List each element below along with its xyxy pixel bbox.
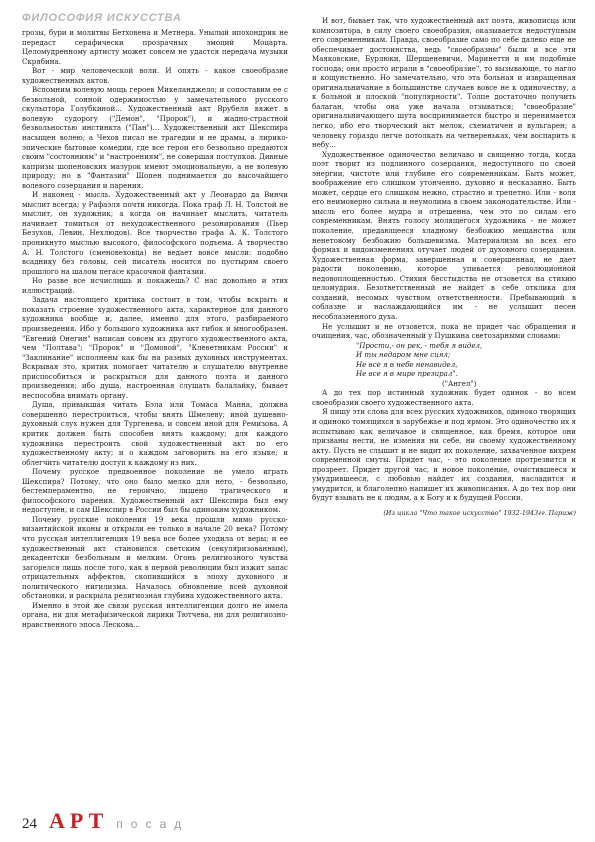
body-paragraph: Почему русское предвоенное поколение не умело играть Шекспира? Потому, что оно было мелко для него, - безвольно, бестемпераментно, не героично, лишено трагического и философского парения. Художественный акт Шекспира был ему недоступен, и сам Шекспир в России был бы одиноким художником. bbox=[22, 467, 288, 515]
magazine-logo: АРТ bbox=[49, 808, 109, 833]
body-paragraph: Вспомним волевую мощь героев Микеланджело; и сопоставим ее с безвольной, сонной одержимостью у замечательного русского скульптора Голубкиной... Художественный акт Врубеля вяжет в волевую судорогу ("Демон", "Пророк"), и жадно-страстной безвольностью инстинкта ("Пан")... Художественный акт Шекспира насыщен волею; а Чехов писал не трагедии и не драмы, а лирико-эпические бытовые комедии, где все герои его безвольно предаются своим "состояниям" и "настроениям", не совершая поступков. Дивные капризы шопеновских мазурок имеют эмоциональную, а не волевую природу; но в "Фантазии" Шопен поднимается до высочайшего волевого созерцания и парения. bbox=[22, 85, 288, 190]
body-paragraph: Именно в этой же связи русская интеллигенция долго не имела органа, ни для метафизической лирики Тютчева, ни для религиозно-нравственного эпоса Лескова... bbox=[22, 600, 288, 629]
body-paragraph: Вот - мир человеческой воли. И опять - какое своеобразие художественных актов. bbox=[22, 66, 288, 85]
body-paragraph: Почему русские поколения 19 века прошли мимо русско-византийской иконы и открыли ее только в начале 20 века? Потому что русская интеллигенция 19 века все более уходила от веры; и ее художественный акт становился светским (секуляризованным), декадентски безбольным и мелким. Огонь религиозного чувства загорелся лишь после того, как в первой революции был изжит запас отрицательных аффектов, скопившийся в эпоху духовного и политического нигилизма. Началось обновление всей духовной обстановки, и раскрыла религиозная глубина художественного акта. bbox=[22, 514, 288, 601]
magazine-logo-subtitle: посад bbox=[116, 817, 190, 831]
poem-line: Не все я в небе ненавидел, bbox=[356, 359, 458, 369]
body-paragraph: Не услышит и не отзовется, пока не придет час обращения и очищения, час, обозначенный у Пушкина светозарными словами: bbox=[312, 321, 576, 341]
poem-quote bbox=[356, 341, 576, 389]
body-paragraph: А до тех пор истинный художник будет одинок - во всем своеобразии своего художественного акта. bbox=[312, 388, 576, 407]
left-column bbox=[22, 28, 288, 629]
section-header: ФИЛОСОФИЯ ИСКУССТВА bbox=[22, 12, 182, 24]
page-number: 24 bbox=[22, 816, 37, 832]
body-paragraph: Я пишу эти слова для всех русских художников, одиноко творящих и одиноко томящихся в зарубежье и под ярмом. Это одиночество их я испытываю как величавое и священное, как бремя, которое они призваны нести, не изменяя ни себе, ни своему художественному акту. Пусть не слышит и не видит их поколение, захваченное вихрем современной смуты. Придет час, - это поколение протрезвится и прозреет. Придет другой час, и новое поколение, очистившееся и умудрившееся, с любовью найдет их создания, насладится и умудрится, и благолепно напишет их живописания. А до тех пор они будут взывать не к людям, а к Богу и к будущей России. bbox=[312, 407, 576, 503]
body-paragraph: Задача настоящего критика состоит в том, чтобы вскрыть и показать строение художественного акта, характерное для данного художника вообще и, далее, именно для этого, разбираемого произведения. Ибо у большого художника акт гибок и многообразен. "Евгений Онегин" написан совсем из другого художественного акта, чем "Полтава"; "Пророк" и "Домовой", "Клеветникам России" и "Заклинание" исполнены как бы на разных духовных инструментах. Вскрывая это, критик помогает читателю и слушателю внутренне приспособиться и раскрыться для данного поэта и данного произведения; ибо душа, настроенная слушать балалайку, бывает неспособна внимать органу. bbox=[22, 295, 288, 400]
poem-line: И ты недаром мне сиял; bbox=[356, 350, 451, 360]
poem-attribution: ("Ангел") bbox=[442, 378, 477, 388]
source-note: (Из цикла "Что такое искусство" 1932-1943гг. Париж) bbox=[383, 508, 576, 517]
body-paragraph: грозы, бури и молитвы Бетховена и Метнера. Унылый ипохондрик не передаст серафически прозрачных эмоций Моцарта. Целомудренному артисту может совсем не удастся передача музыки Скрябина. bbox=[22, 28, 288, 66]
body-paragraph: И вот, бывает так, что художественный акт поэта, живописца или композитора, в силу своего своеобразия, оказывается недоступным его современникам. Правда, своеобразие само по себе далеко еще не обеспечивает достоинства, ведь "своеобразны" были и все эти Маяковские, Бурлюки, Шершеневичи, Маринетти и им подобные господа; они просто играли в "своеобразие", то вызывающе, то нагло и кощунственно. Но замечательно, что эта больная и извращенная оригинальничание в большинстве случаев вовсе не к одиночеству, а к больной и плоской "популярности". Толпе достаточно получить балаган, чтобы она уже начала отзываться; "своеобразие" оригинальничающего шута воспринимается быстро и перенимается легко, ибо его творческий акт мелок, схематичен и вульгарен; а человеку гораздо легче потолкать на четвереньках, чем воспарить к небу... bbox=[312, 16, 576, 150]
body-paragraph: И наконец - мысль. Художественный акт у Леонардо да Винчи мыслит всегда; у Рафаэля почти никогда. Пока граф Л. Н. Толстой не мыслит, он художник; а когда он начинает мыслить, читатель начинает томиться от нехудожественного резонирования (Пьер Безухов, Левин, Нехлюдов). Все творчество графа А. К. Толстого проникнуто мыслью высокого, философского подъема. А творчество А. Н. Толстого (сменовеховца) не ведает вовсе мысли: подобно всаднику без головы, сей писатель носится по пустырям своего прошлого на шалом пегасе красочной фантазии. bbox=[22, 190, 288, 276]
poem-line: "Прости,- он рек, - тебя я видел, bbox=[356, 340, 483, 350]
body-paragraph: Художественное одиночество величаво и священно тогда, когда поэт творит из подлинного созерцания, недоступного по своей энергии, чистоте или глубине его современникам. Быть может, воображение его слишком утонченно, духовно и несказанно. Быть может, сердце его слишком нежно, страстно и трепетно. Или - воля его неимоверно сильна и неумолима в своем законодательстве. Или - мысль его более мудра и отрешенна, чем это по силам его современникам. Внять голосу молящегося художника - не может поколение, предающееся хладному безбожию мещанства или ненетовому безбожию большевизма. Материализм во всех его формах и видоизменениях отучает людей от духовного созерцания. Художественная форма, завершенная и совершенная, не дает радости поколению, которое упивается революционной недовоплощенностью. Стихия бесстыдства не отзовется на стихию целомудрия. Безответственный не найдет в себе отклика для созданий, несомых чувством ответственности. Пребывающий в соблазне и наслаждающийся им - не услышит песен несоблазненного духа. bbox=[312, 149, 576, 321]
body-paragraph: Но разве все исчислишь и покажешь? С нас довольно и этих иллюстраций. bbox=[22, 276, 288, 295]
right-column bbox=[312, 16, 576, 518]
page-footer bbox=[22, 808, 189, 834]
body-paragraph: Душа, привыкшая читать Бэла или Томаса Манна, должна совершенно перестроиться, чтобы внять Шмелеву; иной душевно-духовный слух нужен для Тургенева, и совсем иной для Ремизова. А критик должен быть способен внять каждому; для каждого художника перестроить свой художественный акт по его художественному акту; и о каждом заговорить на его языке; и облегчить читателю доступ к каждому из них. bbox=[22, 400, 288, 467]
poem-line: Не все я в мире презирал". bbox=[356, 369, 458, 379]
